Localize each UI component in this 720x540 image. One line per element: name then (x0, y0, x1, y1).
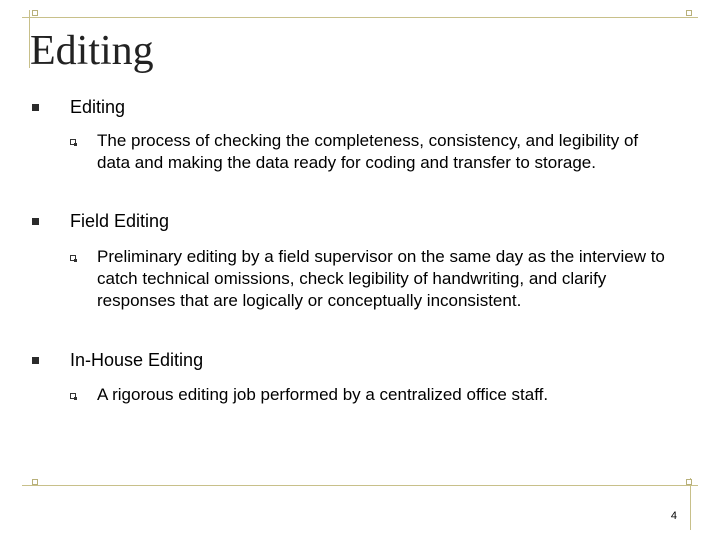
square-bullet-icon (32, 357, 39, 364)
slide-title: Editing (30, 28, 154, 74)
square-bullet-icon (32, 104, 39, 111)
right-frame-line (690, 478, 691, 530)
bullet-label: Editing (70, 97, 126, 117)
top-frame-line (22, 17, 698, 18)
bullet-label: Field Editing (70, 211, 170, 231)
frame-tick-bottom-right (686, 479, 692, 485)
square-bullet-icon (32, 218, 39, 225)
hollow-square-bullet-icon (70, 139, 76, 145)
frame-tick-bottom-left (32, 479, 38, 485)
bullet-label: In-House Editing (70, 350, 204, 370)
hollow-square-bullet-icon (70, 255, 76, 261)
page-number: 4 (670, 510, 677, 522)
sub-bullet-text: The process of checking the completeness, consistency, and legibility of data and making the data ready for coding and transfer to storage. (97, 131, 639, 172)
hollow-square-bullet-icon (70, 393, 76, 399)
frame-tick-top-left (32, 10, 38, 16)
bottom-frame-line (22, 485, 698, 486)
sub-bullet-text: A rigorous editing job performed by a centralized office staff. (97, 385, 549, 404)
sub-bullet-text: Preliminary editing by a field supervisor on the same day as the interview to catch technical omissions, check legibility of handwriting, and clarify responses that are logically or conceptually inconsistent. (97, 247, 665, 310)
frame-tick-top-right (686, 10, 692, 16)
